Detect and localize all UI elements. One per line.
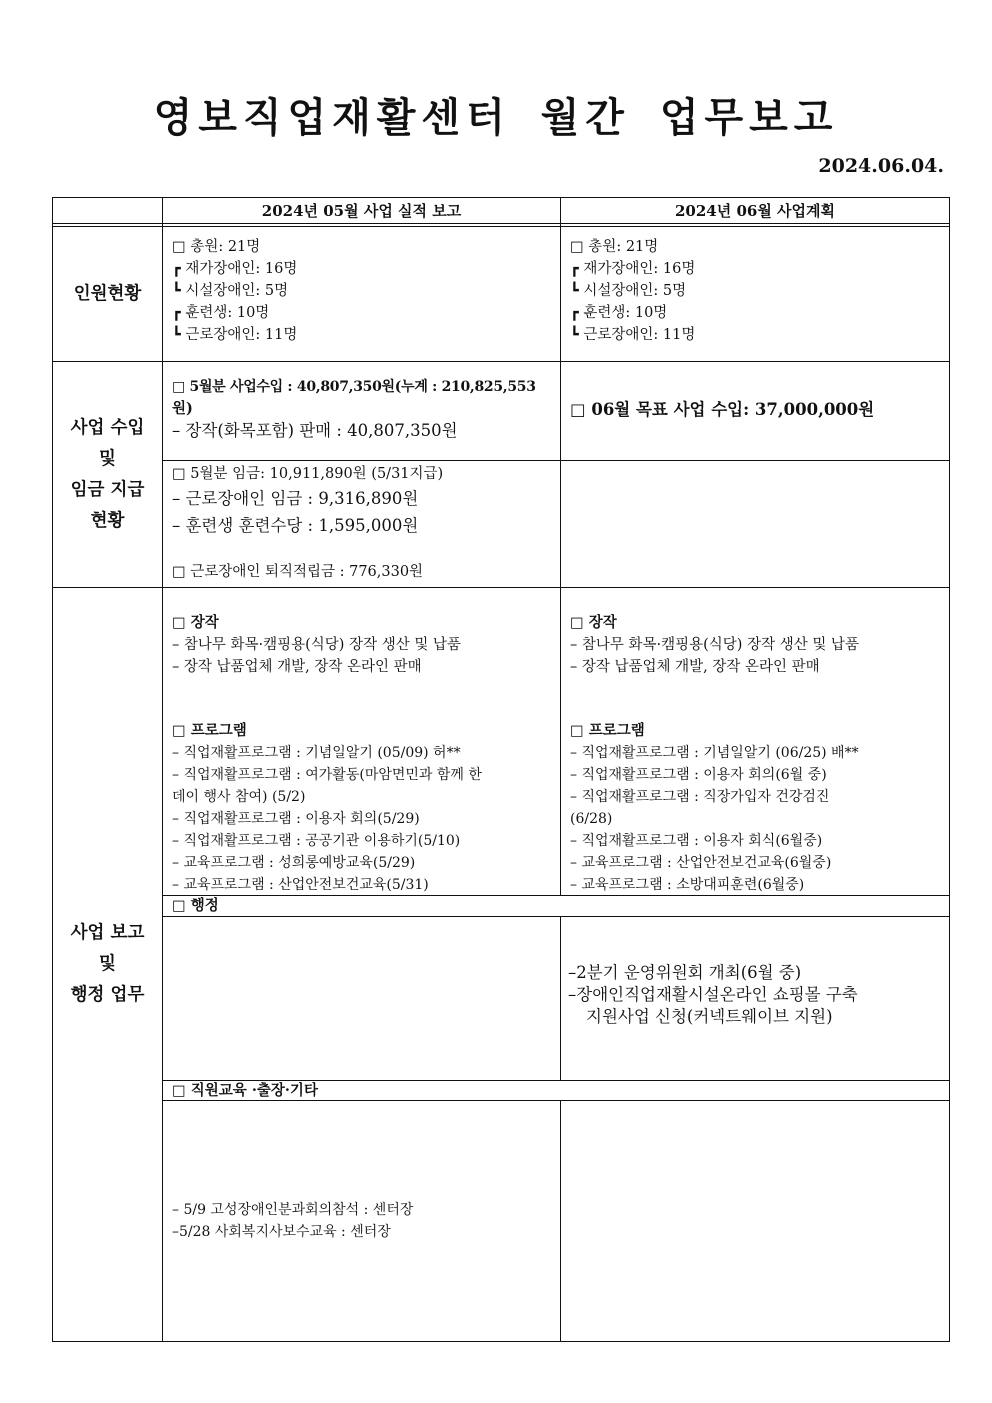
income-june-target: □ 06월 목표 사업 수입: 37,000,000원 [570, 400, 875, 419]
firewood-title: □ 장작 [172, 614, 219, 631]
section-label-line: 임금 지급 [70, 479, 145, 500]
list-item: – 직업재활프로그램 : 기념일알기 (05/09) 허** [172, 745, 461, 761]
income-may-total: □ 5월분 사업수입 : 40,807,350원(누계 : 210,825,553 [172, 379, 536, 395]
list-item: ┗ 근로장애인: 11명 [172, 327, 298, 343]
section-label-line: 사업 보고 [70, 923, 145, 943]
wage-may-trainees: – 훈련생 훈련수당 : 1,595,000원 [172, 516, 419, 535]
list-item: – 직업재활프로그램 : 여가활동(마암면민과 함께 한 [172, 767, 482, 783]
wage-may [172, 463, 556, 583]
edu-may [172, 1199, 556, 1243]
edu-title: □ 직원교육 ·출장·기타 [172, 1082, 318, 1099]
work-may [172, 612, 556, 896]
admin-june [568, 962, 944, 1028]
income-may-firewood: – 장작(화목포함) 판매 : 40,807,350원 [172, 421, 458, 440]
list-item: –5/28 사회복지사보수교육 : 센터장 [172, 1224, 391, 1240]
staff-june-list [570, 236, 946, 346]
list-item: – 직업재활프로그램 : 이용자 회의(5/29) [172, 811, 420, 827]
section-label-income [53, 362, 162, 587]
program-title: □ 프로그램 [172, 722, 247, 739]
list-item: ┏ 재가장애인: 16명 [570, 261, 696, 277]
list-item: – 직업재활프로그램 : 이용자 회의(6월 중) [570, 767, 827, 783]
list-item: ┗ 시설장애인: 5명 [570, 283, 687, 299]
list-item: – 직업재활프로그램 : 기념일알기 (06/25) 배** [570, 745, 859, 761]
section-label-admin [53, 588, 162, 1341]
list-item: ┏ 훈련생: 10명 [172, 305, 270, 321]
list-item: – 장작 납품업체 개발, 장작 온라인 판매 [172, 659, 422, 675]
column-header-may: 2024년 05월 사업 실적 보고 [261, 202, 462, 220]
list-item: ┗ 시설장애인: 5명 [172, 283, 289, 299]
wage-may-workers: – 근로장애인 임금 : 9,316,890원 [172, 489, 419, 508]
wage-may-retirement: □ 근로장애인 퇴직적립금 : 776,330원 [172, 564, 424, 580]
report-date: 2024.06.04. [818, 155, 944, 177]
section-label-staff [53, 227, 162, 361]
list-item: –장애인직업재활시설온라인 쇼핑몰 구축 [568, 985, 858, 1004]
list-item: ┏ 훈련생: 10명 [570, 305, 668, 321]
list-item: 지원사업 신청(커넥트웨이브 지원) [586, 1007, 833, 1026]
list-item: – 5/9 고성장애인분과회의참석 : 센터장 [172, 1202, 414, 1218]
section-label-line: 인원현황 [73, 283, 142, 304]
list-item: 데이 행사 참여) (5/2) [172, 789, 306, 805]
list-item: ┗ 근로장애인: 11명 [570, 327, 696, 343]
column-header-june: 2024년 06월 사업계획 [674, 202, 835, 220]
income-june [570, 399, 946, 421]
list-item: – 참나무 화목·캠핑용(식당) 장작 생산 및 납품 [570, 637, 859, 653]
list-item: – 직업재활프로그램 : 직장가입자 건강검진 [570, 789, 830, 805]
list-item: ┏ 재가장애인: 16명 [172, 261, 298, 277]
admin-title: □ 행정 [172, 897, 219, 914]
list-item: – 직업재활프로그램 : 공공기관 이용하기(5/10) [172, 833, 461, 849]
list-item: – 교육프로그램 : 산업안전보건교육(5/31) [172, 877, 429, 893]
page-title: 영보직업재활센터 월간 업무보고 [153, 94, 839, 141]
list-item: – 직업재활프로그램 : 이용자 회식(6월중) [570, 833, 823, 849]
section-label-line: 및 [99, 448, 116, 469]
list-item: – 교육프로그램 : 소방대피훈련(6월중) [570, 877, 805, 893]
list-item: □ 총원: 21명 [172, 239, 261, 255]
section-label-line: 행정 업무 [70, 985, 145, 1005]
list-item: – 장작 납품업체 개발, 장작 온라인 판매 [570, 659, 820, 675]
list-item: – 참나무 화목·캠핑용(식당) 장작 생산 및 납품 [172, 637, 461, 653]
firewood-title: □ 장작 [570, 614, 617, 631]
section-label-line: 현황 [90, 510, 125, 531]
list-item: – 교육프로그램 : 성희롱예방교육(5/29) [172, 855, 416, 871]
list-item: □ 총원: 21명 [570, 239, 659, 255]
program-title: □ 프로그램 [570, 722, 645, 739]
wage-may-total: □ 5월분 임금: 10,911,890원 (5/31지급) [172, 466, 444, 482]
staff-may-list [172, 236, 556, 346]
section-label-line: 사업 수입 [70, 417, 145, 438]
income-may [172, 376, 556, 442]
section-label-line: 및 [99, 954, 116, 974]
income-may-total-cont: 원) [172, 400, 193, 417]
list-item: (6/28) [570, 811, 613, 827]
list-item: – 교육프로그램 : 산업안전보건교육(6월중) [570, 855, 832, 871]
work-june [570, 612, 946, 896]
list-item: –2분기 운영위원회 개최(6월 중) [568, 963, 802, 982]
